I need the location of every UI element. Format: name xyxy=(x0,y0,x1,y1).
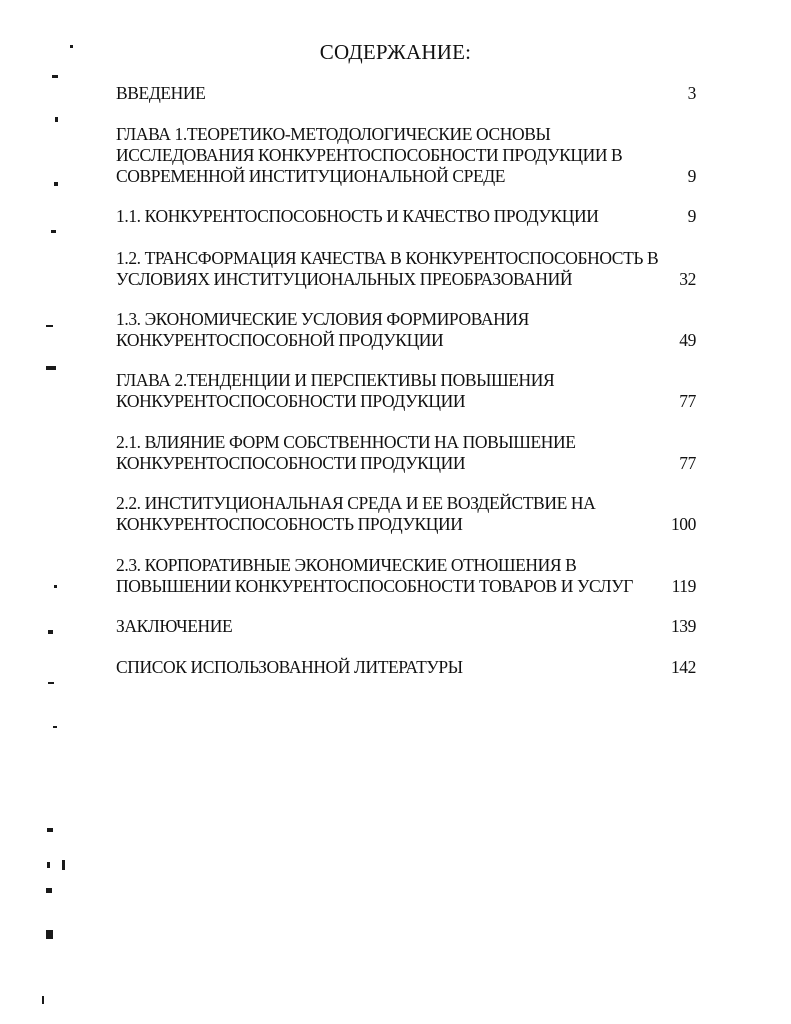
scan-speck xyxy=(48,630,53,634)
toc-entry-section-2-1 xyxy=(116,432,696,474)
toc-entry-section-1-3 xyxy=(116,309,696,351)
scan-speck xyxy=(48,682,54,684)
toc-entry-text: КОНКУРЕНТОСПОСОБНОСТИ ПРОДУКЦИИ xyxy=(116,391,466,411)
scan-speck xyxy=(42,996,44,1004)
toc-page-number: 77 xyxy=(679,391,696,411)
toc-entry-text: 1.3. ЭКОНОМИЧЕСКИЕ УСЛОВИЯ ФОРМИРОВАНИЯ xyxy=(116,309,529,329)
toc-entry-conclusion xyxy=(116,616,696,637)
toc-entry-text: ГЛАВА 1.ТЕОРЕТИКО-МЕТОДОЛОГИЧЕСКИЕ ОСНОВЫ xyxy=(116,124,551,144)
scan-speck xyxy=(70,45,73,48)
toc-entry-text: 1.1. КОНКУРЕНТОСПОСОБНОСТЬ И КАЧЕСТВО ПРОДУКЦИИ xyxy=(116,206,599,226)
scan-speck xyxy=(54,182,58,186)
toc-entry-section-1-1 xyxy=(116,206,696,227)
toc-page-number: 139 xyxy=(670,616,696,636)
toc-entry-text: ЗАКЛЮЧЕНИЕ xyxy=(116,616,233,636)
toc-entry-section-2-3 xyxy=(116,555,696,597)
toc-entry-text: КОНКУРЕНТОСПОСОБНОСТЬ ПРОДУКЦИИ xyxy=(116,514,463,534)
toc-entry-text: КОНКУРЕНТОСПОСОБНОСТИ ПРОДУКЦИИ xyxy=(116,453,466,473)
toc-entry-section-2-2 xyxy=(116,493,696,535)
page-title: СОДЕРЖАНИЕ: xyxy=(319,40,472,64)
scan-speck xyxy=(62,860,65,870)
toc-entry-text: СПИСОК ИСПОЛЬЗОВАННОЙ ЛИТЕРАТУРЫ xyxy=(116,657,463,677)
toc-page-number: 119 xyxy=(671,576,696,596)
scan-speck xyxy=(46,366,56,370)
toc-page-number: 9 xyxy=(687,166,696,186)
toc-entry-text: ПОВЫШЕНИИ КОНКУРЕНТОСПОСОБНОСТИ ТОВАРОВ И УСЛУГ xyxy=(116,576,633,596)
toc-page-number: 3 xyxy=(687,83,696,103)
scan-speck xyxy=(54,585,57,588)
scan-speck xyxy=(52,75,58,78)
toc-entry-references xyxy=(116,657,696,678)
scan-speck xyxy=(51,230,56,233)
toc-entry-introduction xyxy=(116,83,696,104)
toc-entry-text: СОВРЕМЕННОЙ ИНСТИТУЦИОНАЛЬНОЙ СРЕДЕ xyxy=(116,166,506,186)
toc-entry-text: ВВЕДЕНИЕ xyxy=(116,83,206,103)
toc-page-number: 32 xyxy=(679,269,696,289)
toc-entry-text: ИССЛЕДОВАНИЯ КОНКУРЕНТОСПОСОБНОСТИ ПРОДУКЦИИ В xyxy=(116,145,623,165)
scan-speck xyxy=(46,325,53,327)
toc-entry-section-1-2 xyxy=(116,248,696,290)
toc-entry-chapter-1 xyxy=(116,124,696,187)
toc-page-number: 77 xyxy=(679,453,696,473)
toc-page-number: 142 xyxy=(670,657,696,677)
toc-entry-text: 2.2. ИНСТИТУЦИОНАЛЬНАЯ СРЕДА И ЕЕ ВОЗДЕЙСТВИЕ НА xyxy=(116,493,596,513)
scan-speck xyxy=(53,726,57,728)
scan-speck xyxy=(47,862,50,868)
scan-speck xyxy=(55,117,58,122)
toc-entry-text: 2.1. ВЛИЯНИЕ ФОРМ СОБСТВЕННОСТИ НА ПОВЫШЕНИЕ xyxy=(116,432,576,452)
toc-entry-text: 1.2. ТРАНСФОРМАЦИЯ КАЧЕСТВА В КОНКУРЕНТОСПОСОБНОСТЬ В xyxy=(116,248,659,268)
toc-entry-chapter-2 xyxy=(116,370,696,412)
toc-page-number: 9 xyxy=(687,206,696,226)
scan-speck xyxy=(46,888,52,893)
toc-page-number: 49 xyxy=(679,330,696,350)
toc-entry-text: УСЛОВИЯХ ИНСТИТУЦИОНАЛЬНЫХ ПРЕОБРАЗОВАНИЙ xyxy=(116,269,573,289)
scan-speck xyxy=(47,828,53,832)
toc-entry-text: ГЛАВА 2.ТЕНДЕНЦИИ И ПЕРСПЕКТИВЫ ПОВЫШЕНИЯ xyxy=(116,370,555,390)
toc-entry-text: 2.3. КОРПОРАТИВНЫЕ ЭКОНОМИЧЕСКИЕ ОТНОШЕНИЯ В xyxy=(116,555,577,575)
scan-speck xyxy=(46,930,53,939)
toc-page-number: 100 xyxy=(670,514,696,534)
toc-entry-text: КОНКУРЕНТОСПОСОБНОЙ ПРОДУКЦИИ xyxy=(116,330,444,350)
